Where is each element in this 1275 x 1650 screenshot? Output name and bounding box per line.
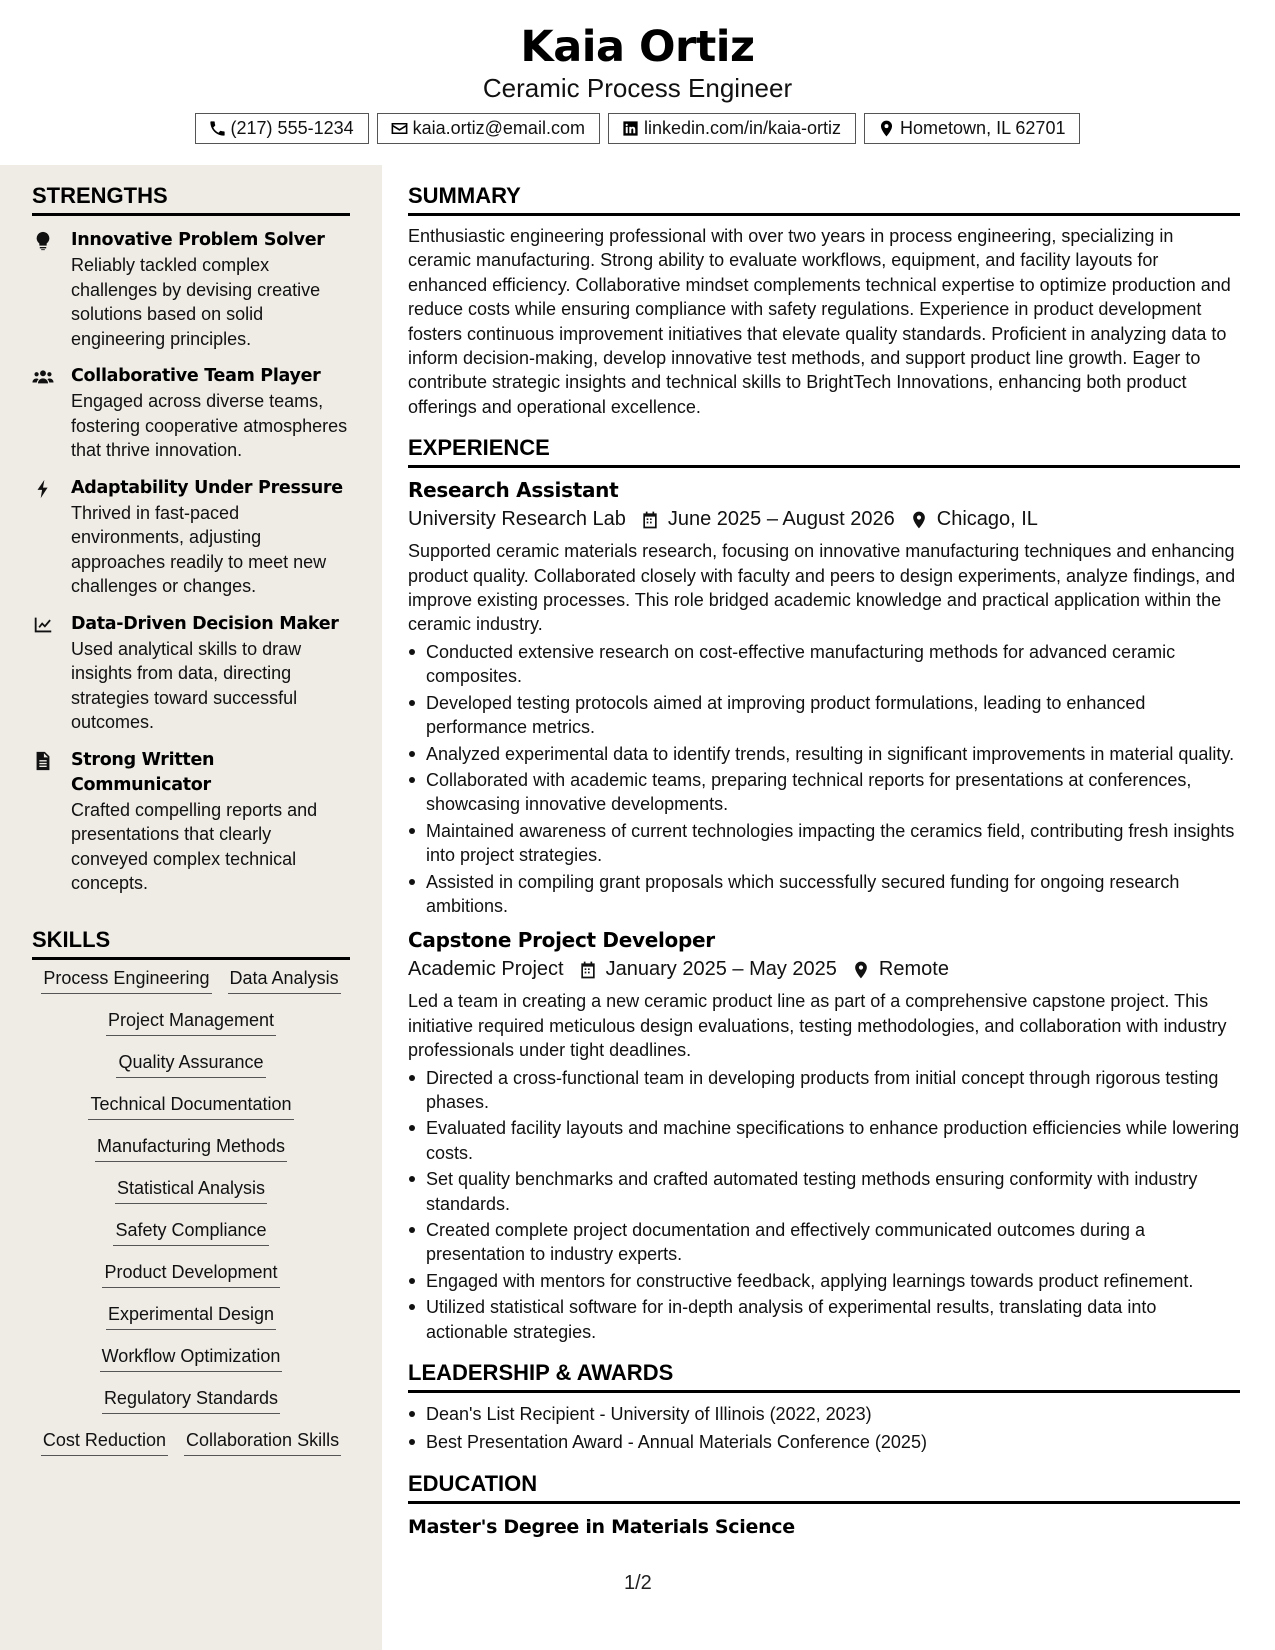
awards-heading: LEADERSHIP & AWARDS <box>408 1360 1240 1393</box>
skill-tag: Collaboration Skills <box>184 1427 341 1456</box>
job-dates: June 2025 – August 2026 <box>667 508 895 531</box>
phone-icon <box>208 119 227 138</box>
strength-desc: Crafted compelling reports and presentations that clearly conveyed complex technical concepts. <box>71 799 318 893</box>
list-item: Developed testing protocols aimed at improving product formulations, leading to enhanced performance metrics. <box>408 691 1240 740</box>
lightbulb-icon <box>32 230 54 252</box>
skill-tag: Data Analysis <box>228 965 341 994</box>
job-bullets <box>408 640 1240 918</box>
contact-linkedin-text: linkedin.com/in/kaia-ortiz <box>643 118 842 138</box>
skill-tag: Cost Reduction <box>41 1427 168 1456</box>
skill-tag: Safety Compliance <box>113 1217 268 1246</box>
list-item: Utilized statistical software for in-depth analysis of experimental results, translating data into actionable strategies. <box>408 1295 1240 1344</box>
candidate-title: Ceramic Process Engineer <box>482 73 793 103</box>
linkedin-icon <box>621 119 640 138</box>
page-number: 1/2 <box>624 1572 652 1594</box>
list-item: Engaged with mentors for constructive feedback, applying learnings towards product refinement. <box>408 1269 1240 1293</box>
list-item: Assisted in compiling grant proposals which successfully secured funding for ongoing research ambitions. <box>408 870 1240 919</box>
skill-tag: Technical Documentation <box>88 1091 293 1120</box>
job-title: Capstone Project Developer <box>408 928 715 953</box>
job-org: Academic Project <box>408 958 564 981</box>
skill-tag: Quality Assurance <box>116 1049 265 1078</box>
list-item: Conducted extensive research on cost-effective manufacturing methods for advanced ceramic composites. <box>408 640 1240 689</box>
document-icon <box>32 750 54 772</box>
users-icon <box>32 366 54 388</box>
strength-item <box>32 476 350 599</box>
contact-email-text: kaia.ortiz@email.com <box>412 118 585 138</box>
strength-title: Strong Written Communicator <box>71 749 215 795</box>
sidebar <box>0 165 382 1650</box>
skill-tag: Manufacturing Methods <box>95 1133 287 1162</box>
strength-item <box>32 748 350 896</box>
job-meta <box>408 508 1240 531</box>
contact-bar <box>0 113 1275 144</box>
list-item: Best Presentation Award - Annual Materials Conference (2025) <box>408 1430 1240 1454</box>
calendar-icon <box>578 960 598 980</box>
skill-tag: Experimental Design <box>106 1301 276 1330</box>
job-description: Led a team in creating a new ceramic product line as part of a comprehensive capstone project. This initiative required meticulous design evaluations, testing methodologies, and collaboration with industry professionals under tight deadlines. <box>408 991 1227 1061</box>
list-item: Set quality benchmarks and crafted automated testing methods ensuring conformity with industry standards. <box>408 1167 1240 1216</box>
awards-list <box>408 1402 1240 1455</box>
job-dates: January 2025 – May 2025 <box>605 958 837 981</box>
education-degree: Master's Degree in Materials Science <box>408 1515 795 1538</box>
envelope-icon <box>390 119 409 138</box>
experience-heading: EXPERIENCE <box>408 435 1240 468</box>
strength-desc: Used analytical skills to draw insights from data, directing strategies toward successful outcomes. <box>71 638 302 732</box>
strength-item <box>32 612 350 735</box>
job-meta <box>408 958 1240 981</box>
job-bullets <box>408 1066 1240 1344</box>
job-location: Remote <box>878 958 949 981</box>
map-pin-icon <box>877 119 896 138</box>
strength-desc: Reliably tackled complex challenges by devising creative solutions based on solid engineering principles. <box>71 255 321 349</box>
strength-title: Data-Driven Decision Maker <box>71 613 339 634</box>
contact-location[interactable] <box>864 113 1080 144</box>
skill-tag: Product Development <box>102 1259 279 1288</box>
strength-desc: Thrived in fast-paced environments, adjusting approaches readily to meet new challenges or changes. <box>71 502 327 596</box>
skill-tag: Workflow Optimization <box>100 1343 283 1372</box>
list-item: Maintained awareness of current technologies impacting the ceramics field, contributing fresh insights into project strategies. <box>408 819 1240 868</box>
list-item: Dean's List Recipient - University of Illinois (2022, 2023) <box>408 1402 1240 1426</box>
calendar-icon <box>640 510 660 530</box>
strength-title: Innovative Problem Solver <box>71 230 325 250</box>
skills-heading: SKILLS <box>32 927 350 960</box>
main-content <box>408 165 1240 1538</box>
map-pin-icon <box>851 960 871 980</box>
bolt-icon <box>32 478 54 500</box>
resume-header <box>0 0 1275 165</box>
strength-item <box>32 228 350 351</box>
education-heading: EDUCATION <box>408 1471 1240 1504</box>
skill-tag: Regulatory Standards <box>102 1385 280 1414</box>
list-item: Evaluated facility layouts and machine specifications to enhance production efficiencies while lowering costs. <box>408 1116 1240 1165</box>
summary-text: Enthusiastic engineering professional with over two years in process engineering, specializing in ceramic manufacturing. Strong ability to evaluate workflows, equipment, and facility layouts for enhanced efficiency. Collaborative mindset complements technical expertise to optimize production and reduce costs while ensuring compliance with safety regulations. Experience in product development fosters continuous improvement initiatives that elevate quality standards. Proficient in analyzing data to inform decision-making, develop innovative test methods, and support product line growth. Eager to contribute strategic insights and technical skills to BrightTech Innovations, enhancing both product offerings and operational excellence. <box>408 226 1231 417</box>
strengths-list <box>32 228 350 909</box>
list-item: Analyzed experimental data to identify trends, resulting in significant improvements in material quality. <box>408 742 1240 766</box>
chart-line-icon <box>32 614 54 636</box>
strengths-heading: STRENGTHS <box>32 183 350 216</box>
strength-desc: Engaged across diverse teams, fostering cooperative atmospheres that thrive innovation. <box>71 391 348 460</box>
contact-linkedin[interactable] <box>608 113 856 144</box>
strength-title: Adaptability Under Pressure <box>71 477 343 498</box>
summary-heading: SUMMARY <box>408 183 1240 216</box>
contact-phone-text: (217) 555-1234 <box>230 118 354 138</box>
job-org: University Research Lab <box>408 508 626 531</box>
list-item: Directed a cross-functional team in developing products from initial concept through rigorous testing phases. <box>408 1066 1240 1115</box>
candidate-name: Kaia Ortiz <box>520 22 755 72</box>
job-location: Chicago, IL <box>936 508 1038 531</box>
skill-tag: Process Engineering <box>41 965 211 994</box>
contact-email[interactable] <box>377 113 600 144</box>
job-description: Supported ceramic materials research, focusing on innovative manufacturing techniques and enhancing product quality. Collaborated closely with faculty and peers to design experiments, analyze findings, and improve existing processes. This role bridged academic knowledge and practical application within the ceramic industry. <box>408 541 1236 635</box>
skill-tag: Project Management <box>106 1007 276 1036</box>
skill-tag: Statistical Analysis <box>115 1175 267 1204</box>
job-entry <box>408 478 1240 918</box>
contact-location-text: Hometown, IL 62701 <box>900 118 1066 138</box>
contact-phone[interactable] <box>195 113 369 144</box>
job-entry <box>408 928 1240 1344</box>
job-title: Research Assistant <box>408 478 619 503</box>
strength-item <box>32 364 350 463</box>
skills-list <box>32 965 350 1456</box>
map-pin-icon <box>909 510 929 530</box>
list-item: Collaborated with academic teams, preparing technical reports for presentations at conferences, showcasing innovative developments. <box>408 768 1240 817</box>
strength-title: Collaborative Team Player <box>71 366 321 386</box>
list-item: Created complete project documentation and effectively communicated outcomes during a presentation to industry experts. <box>408 1218 1240 1267</box>
